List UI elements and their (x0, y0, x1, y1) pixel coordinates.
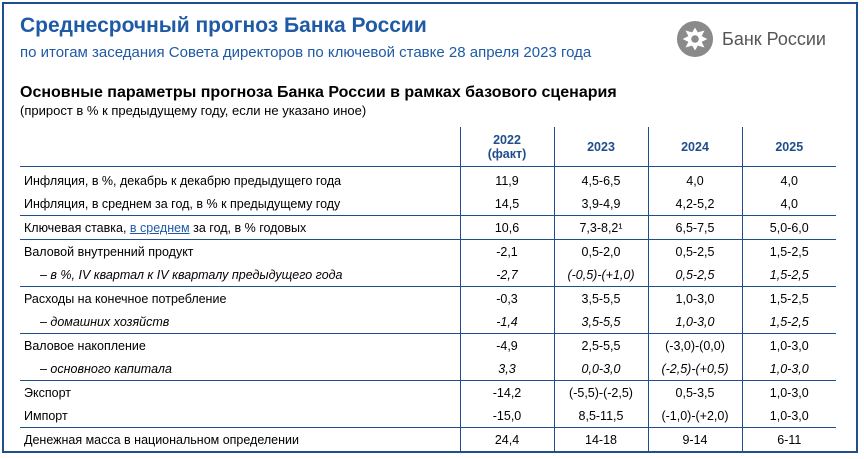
cell-value: -2,7 (460, 263, 554, 287)
page-title: Среднесрочный прогноз Банка России (20, 14, 427, 37)
cell-value: 3,3 (460, 357, 554, 381)
cell-value: 1,5-2,5 (742, 263, 836, 287)
table-row (20, 381, 836, 405)
cell-value: -14,2 (460, 381, 554, 405)
row-label: Ключевая ставка, в среднем за год, в % годовых (20, 216, 460, 240)
cell-value: (-5,5)-(-2,5) (554, 381, 648, 405)
cell-value: 1,5-2,5 (742, 310, 836, 334)
row-label: Инфляция, в %, декабрь к декабрю предыдущего года (24, 173, 342, 188)
cell-value: 4,5-6,5 (554, 167, 648, 193)
table-row (20, 334, 836, 358)
row-label: Валовой внутренний продукт (24, 244, 194, 259)
cell-value: 4,2-5,2 (648, 192, 742, 216)
cell-value: -4,9 (460, 334, 554, 358)
page-subtitle: по итогам заседания Совета директоров по ключевой ставке 28 апреля 2023 года (20, 44, 592, 61)
cell-value: 6,5-7,5 (648, 216, 742, 240)
table-row (20, 287, 836, 311)
table-row (20, 428, 836, 452)
cell-value: 6-11 (742, 428, 836, 452)
table-row (20, 263, 836, 287)
header-col-2025: 2025 (742, 127, 836, 167)
cell-value: 14-18 (554, 428, 648, 452)
cell-value: 4,0 (648, 167, 742, 193)
cell-value: (-1,0)-(+2,0) (648, 404, 742, 428)
cell-value: (-3,0)-(0,0) (648, 334, 742, 358)
table-header-row (20, 127, 836, 167)
cell-value: -0,3 (460, 287, 554, 311)
cell-value: 1,0-3,0 (648, 310, 742, 334)
bank-logo (676, 20, 826, 58)
table-row (20, 192, 836, 216)
cell-value: 0,5-2,5 (648, 263, 742, 287)
cell-value: 5,0-6,0 (742, 216, 836, 240)
eagle-emblem-icon (676, 20, 714, 58)
cell-value: 9-14 (648, 428, 742, 452)
cell-value: 4,0 (742, 192, 836, 216)
table-row (20, 357, 836, 381)
header-label-cell (20, 127, 460, 167)
cell-value: 2,5-5,5 (554, 334, 648, 358)
cell-value: 1,0-3,0 (648, 287, 742, 311)
cell-value: 11,9 (460, 167, 554, 193)
cell-value: (-2,5)-(+0,5) (648, 357, 742, 381)
row-label: Инфляция, в среднем за год, в % к предыдущему году (20, 192, 460, 216)
cell-value: 0,5-2,5 (648, 240, 742, 264)
cell-value: 3,5-5,5 (554, 287, 648, 311)
forecast-table (20, 127, 836, 451)
row-label: – основного капитала (20, 357, 460, 381)
cell-value: 24,4 (460, 428, 554, 452)
cell-value: 1,5-2,5 (742, 240, 836, 264)
cell-value: 4,0 (742, 167, 836, 193)
cell-value: 0,0-3,0 (554, 357, 648, 381)
cell-value: 1,0-3,0 (742, 381, 836, 405)
cell-value: 1,0-3,0 (742, 404, 836, 428)
table-row (20, 240, 836, 264)
cell-value: 10,6 (460, 216, 554, 240)
cell-value: 1,5-2,5 (742, 287, 836, 311)
cell-value: 3,9-4,9 (554, 192, 648, 216)
cell-value: 7,3-8,2¹ (554, 216, 648, 240)
logo-text: Банк России (722, 28, 826, 49)
page-frame (2, 2, 858, 453)
cell-value: 0,5-2,0 (554, 240, 648, 264)
row-label: – домашних хозяйств (20, 310, 460, 334)
header-col-2022: 2022 (факт) (460, 127, 554, 167)
cell-value: 1,0-3,0 (742, 334, 836, 358)
cell-value: 1,0-3,0 (742, 357, 836, 381)
table-row (20, 404, 836, 428)
table-row (20, 216, 836, 240)
table-row (20, 167, 836, 193)
table-note: (прирост в % к предыдущему году, если не указано иное) (20, 103, 367, 118)
row-label: Валовое накопление (24, 338, 146, 353)
table-title: Основные параметры прогноза Банка России в рамках базового сценария (20, 84, 617, 101)
cell-value: 14,5 (460, 192, 554, 216)
row-label: Импорт (20, 404, 460, 428)
cell-value: (-0,5)-(+1,0) (554, 263, 648, 287)
cell-value: -1,4 (460, 310, 554, 334)
cell-value: -15,0 (460, 404, 554, 428)
cell-value: 3,5-5,5 (554, 310, 648, 334)
row-label: Экспорт (24, 385, 71, 400)
row-label: – в %, IV квартал к IV кварталу предыдущего года (20, 263, 460, 287)
row-label: Денежная масса в национальном определении (24, 432, 299, 447)
row-label: Расходы на конечное потребление (24, 291, 227, 306)
average-link[interactable]: в среднем (129, 220, 190, 235)
table-row (20, 310, 836, 334)
header-col-2024: 2024 (648, 127, 742, 167)
cell-value: 8,5-11,5 (554, 404, 648, 428)
header-col-2023: 2023 (554, 127, 648, 167)
cell-value: 0,5-3,5 (648, 381, 742, 405)
cell-value: -2,1 (460, 240, 554, 264)
